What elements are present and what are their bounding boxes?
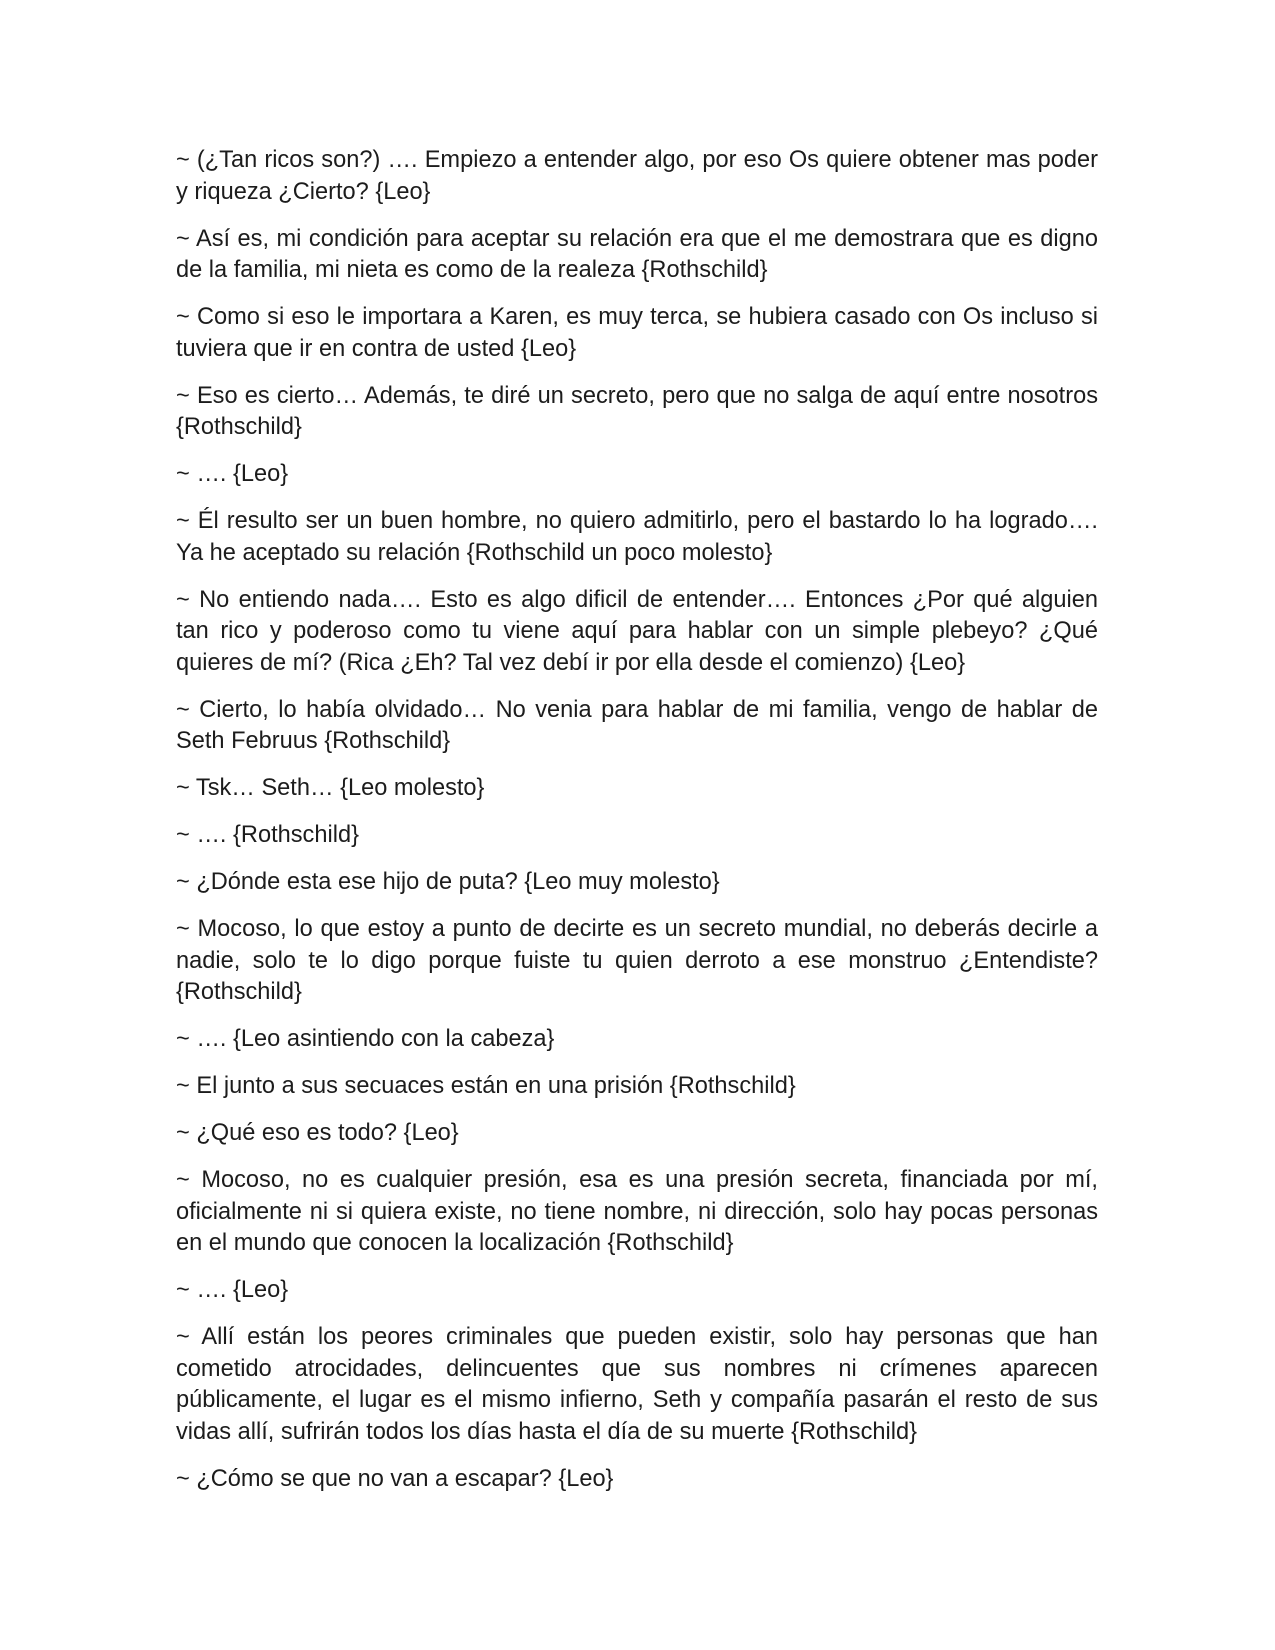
dialogue-text-body [176, 145, 1098, 1511]
dialogue-paragraph: ~ …. {Leo asintiendo con la cabeza} [176, 1026, 555, 1052]
dialogue-paragraph: ~ ¿Cómo se que no van a escapar? {Leo} [176, 1465, 614, 1492]
dialogue-paragraph: ~ (¿Tan ricos son?) …. Empiezo a entender algo, por eso Os quiere obtener mas poder y riqueza ¿Cierto? {Leo} [176, 147, 1098, 205]
dialogue-paragraph: ~ Así es, mi condición para aceptar su relación era que el me demostrara que es digno de la familia, mi nieta es como de la realeza {Rothschild} [176, 225, 1098, 283]
dialogue-paragraph: ~ Tsk… Seth… {Leo molesto} [176, 775, 485, 801]
dialogue-paragraph: ~ Eso es cierto… Además, te diré un secreto, pero que no salga de aquí entre nosotros {Rothschild} [176, 382, 1098, 440]
dialogue-paragraph: ~ Cierto, lo había olvidado… No venia para hablar de mi familia, vengo de hablar de Seth Februus {Rothschild} [176, 696, 1098, 754]
dialogue-paragraph: ~ Como si eso le importara a Karen, es muy terca, se hubiera casado con Os incluso si tuviera que ir en contra de usted {Leo} [176, 304, 1098, 362]
dialogue-paragraph: ~ Mocoso, lo que estoy a punto de decirte es un secreto mundial, no deberás decirle a nadie, solo te lo digo porque fuiste tu quien derroto a ese monstruo ¿Entendiste? {Rothschild} [176, 916, 1098, 1005]
dialogue-paragraph: ~ Allí están los peores criminales que pueden existir, solo hay personas que han cometido atrocidades, delincuentes que sus nombres ni crímenes aparecen públicamente, el lugar es el mismo infierno, Seth y compañía pasarán el resto de sus vidas allí, sufrirán todos los días hasta el día de su muerte {Rothschild} [176, 1324, 1098, 1445]
dialogue-paragraph: ~ ¿Qué eso es todo? {Leo} [176, 1120, 459, 1146]
dialogue-paragraph: ~ …. {Leo} [176, 1277, 289, 1303]
dialogue-paragraph: ~ ¿Dónde esta ese hijo de puta? {Leo muy molesto} [176, 869, 720, 895]
dialogue-paragraph: ~ Mocoso, no es cualquier presión, esa es una presión secreta, financiada por mí, oficialmente ni si quiera existe, no tiene nombre, ni dirección, solo hay pocas personas en el mundo que conocen la localización {Rothschild} [176, 1167, 1098, 1256]
dialogue-paragraph: ~ Él resulto ser un buen hombre, no quiero admitirlo, pero el bastardo lo ha logrado…. Ya he aceptado su relación {Rothschild un poco molesto} [176, 508, 1098, 566]
dialogue-paragraph: ~ …. {Leo} [176, 461, 289, 487]
dialogue-paragraph: ~ …. {Rothschild} [176, 822, 359, 848]
dialogue-paragraph: ~ El junto a sus secuaces están en una prisión {Rothschild} [176, 1073, 796, 1099]
dialogue-paragraph: ~ No entiendo nada…. Esto es algo dificil de entender…. Entonces ¿Por qué alguien tan rico y poderoso como tu viene aquí para hablar con un simple plebeyo? ¿Qué quieres de mí? (Rica ¿Eh? Tal vez debí ir por ella desde el comienzo) {Leo} [176, 586, 1098, 676]
